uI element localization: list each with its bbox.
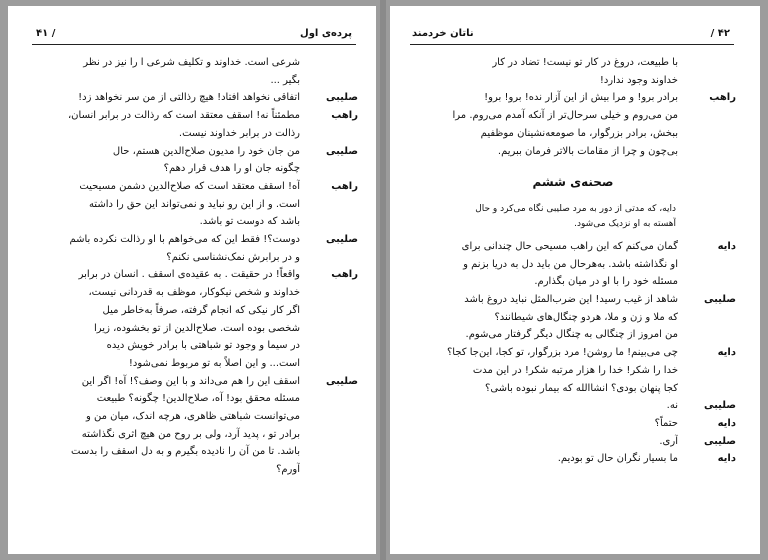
speaker-column (678, 54, 740, 89)
right-header-page-number: ۴۲ / (710, 28, 730, 39)
text-line: خداوند وجود ندارد! (599, 74, 678, 86)
dialogue-row (406, 291, 740, 344)
dialogue-text (30, 89, 300, 142)
speaker-name: صلیبی (325, 375, 358, 387)
stage-direction (406, 202, 740, 232)
dialogue-row (406, 397, 740, 415)
text-line: بگیر ... (270, 74, 300, 86)
speaker-name: صلیبی (703, 294, 736, 306)
dialogue-row (406, 89, 740, 160)
left-header-rule (32, 44, 356, 45)
dialogue-text (406, 89, 678, 160)
right-header-title: ناتان خردمند (412, 28, 474, 39)
speaker-name: راهب (331, 269, 358, 281)
dialogue-row (406, 415, 740, 433)
right-dialogue-bottom (406, 238, 740, 468)
text-line: ببخش، برادر بزرگوار، ما صومعه‌نشینان موظفیم (480, 127, 678, 139)
dialogue-text (30, 178, 300, 231)
stage-direction-line: دایه، که مدتی از دور به مرد صلیبی نگاه می‌کرد و حال (475, 203, 676, 214)
text-line: گمان می‌کنم که این راهب مسیحی حال چندانی برای (461, 240, 678, 252)
dialogue-text (406, 433, 678, 451)
stage-direction-line: آهسته به او نزدیک می‌شود. (574, 218, 676, 229)
speaker-column (300, 266, 362, 372)
text-line: مسئله محقق بود! آه، صلاح‌الدین! چگونه؟ طبیعت (96, 393, 300, 405)
dialogue-row (30, 143, 362, 178)
text-line: اتفاقی نخواهد افتاد! هیچ رذالتی از من سر نخواهد زد! (78, 92, 300, 104)
speaker-name: صلیبی (325, 145, 358, 157)
left-page-body (30, 54, 362, 479)
text-line: حتماً؟ (654, 417, 678, 429)
dialogue-row (30, 178, 362, 231)
dialogue-text (406, 238, 678, 291)
left-page (8, 6, 376, 554)
dialogue-row (30, 89, 362, 142)
text-line: ما بسیار نگران حال تو بودیم. (557, 453, 678, 465)
speaker-column (678, 344, 740, 397)
left-header-title: پرده‌ی اول (300, 28, 352, 39)
speaker-column (300, 89, 362, 142)
speaker-name: دایه (717, 240, 736, 252)
speaker-column (678, 450, 740, 468)
speaker-column (300, 178, 362, 231)
right-dialogue-top (406, 54, 740, 160)
speaker-column (678, 89, 740, 160)
dialogue-text (406, 415, 678, 433)
right-page-body (406, 54, 740, 468)
text-line: خداوند و شخص نیکوکار، موظف به قدردانی نیست، (88, 287, 300, 299)
text-line: چگونه جان او را هدف قرار دهم؟ (163, 163, 300, 175)
speaker-column (678, 238, 740, 291)
text-line: اگر کار نیکی که انجام گرفته، صرفاً به‌خاطر میل (102, 304, 300, 316)
text-line: دوست؟! فقط این که می‌خواهم با او رذالت نکرده باشم (69, 234, 300, 246)
text-line: می‌توانست شباهتی ظاهری، هرچه اندک، میان من و (86, 411, 300, 423)
dialogue-row (406, 344, 740, 397)
dialogue-row (30, 373, 362, 479)
text-line: آورم؟ (276, 464, 300, 476)
text-line: او نگذاشته باشد. به‌هرحال من باید دل به دریا بزنم و (463, 258, 678, 270)
speaker-name: صلیبی (325, 92, 358, 104)
text-line: اسقف این را هم می‌داند و با این وصف؟! آه! اگر این (81, 375, 300, 387)
dialogue-text (30, 143, 300, 178)
text-line: است... و این اصلاً به تو مربوط نمی‌شود! (128, 357, 300, 369)
speaker-column (678, 397, 740, 415)
dialogue-text (30, 373, 300, 479)
dialogue-text (406, 344, 678, 397)
text-line: که ملا و زن و ملا، هردو چنگال‌های شیطانند؟ (494, 311, 678, 323)
right-header-rule (410, 44, 734, 45)
speaker-name: دایه (717, 453, 736, 465)
text-line: من می‌روم و خیلی سرحال‌تر از آنکه آمدم می‌روم. مرا (452, 110, 678, 122)
dialogue-text (406, 54, 678, 89)
text-line: آری. (659, 435, 678, 447)
text-line: شخصی بوده است. صلاح‌الدین از تو بخشوده، زیرا (94, 322, 300, 334)
right-page (390, 6, 760, 554)
dialogue-row (30, 54, 362, 89)
text-line: در سیما و وجود تو شباهتی با برادر خویش دیده (106, 340, 300, 352)
speaker-column (678, 291, 740, 344)
text-line: بی‌چون و چرا از مقامات بالاتر فرمان ببریم. (497, 145, 678, 157)
speaker-name: دایه (717, 417, 736, 429)
text-line: باشد که دوست تو باشد. (199, 216, 300, 228)
dialogue-text (30, 231, 300, 266)
dialogue-row (406, 238, 740, 291)
text-line: شرعی است. خداوند و تکلیف شرعی ا را نیز در نظر (83, 57, 300, 68)
text-line: باشد. تا من آن را نادیده بگیرم و به دل اسقف را بدست (71, 446, 300, 458)
scene-title: صحنه‌ی ششم (532, 175, 614, 190)
text-line: است. و از این رو نباید و نمی‌تواند این حق را داشته (88, 198, 300, 210)
text-line: چی می‌بینم! ما روشن! مرد بزرگوار، تو کجا، این‌جا کجا؟ (447, 347, 678, 359)
text-line: مسئله خود را با او در میان بگذارم. (534, 276, 678, 288)
text-line: مطمئناً نه! اسقف معتقد است که رذالت در برابر انسان، (67, 110, 300, 122)
speaker-name: صلیبی (325, 234, 358, 246)
text-line: برادر برو! و مرا بیش از این آزار نده! برو! برو! (484, 92, 678, 104)
dialogue-row (406, 450, 740, 468)
left-header-page-number: / ۴۱ (36, 28, 56, 39)
text-line: من جان خود را مدیون صلاح‌الدین هستم، حال (112, 145, 300, 157)
speaker-column (300, 373, 362, 479)
text-line: شاهد از غیب رسید! این ضرب‌المثل نباید دروغ باشد (464, 294, 678, 306)
text-line: با طبیعت، دروغ در کار تو نیست! تضاد در کار (492, 57, 678, 68)
text-line: من امروز از چنگالی به چنگال دیگر گرفتار می‌شوم. (465, 329, 678, 341)
text-line: آه! اسقف معتقد است که صلاح‌الدین دشمن مسیحیت (79, 180, 300, 192)
dialogue-text (406, 397, 678, 415)
speaker-name: راهب (709, 92, 736, 104)
dialogue-text (30, 266, 300, 372)
dialogue-row (406, 433, 740, 451)
text-line: کجا پنهان بودی؟ انشاالله که بیمار نبوده باشی؟ (485, 382, 678, 394)
book-gutter (380, 0, 386, 560)
text-line: واقعاً! در حقیقت . به عقیده‌ی اسقف . انسان در برابر (78, 269, 300, 281)
speaker-name: راهب (331, 110, 358, 122)
dialogue-text (30, 54, 300, 89)
speaker-name: راهب (331, 180, 358, 192)
dialogue-row (30, 266, 362, 372)
text-line: رذالت در برابر خداوند نیست. (178, 127, 300, 139)
speaker-column (678, 415, 740, 433)
speaker-name: دایه (717, 347, 736, 359)
text-line: و در برابرش نمک‌نشناسی نکنم؟ (166, 251, 300, 263)
text-line: خدا را شکر! خدا را هزار مرتبه شکر! در این مدت (472, 364, 678, 376)
text-line: برادر تو ، پدید آرد، ولی بر روح من هیچ اثری نگذاشته (81, 428, 300, 440)
text-line: نه. (666, 400, 678, 412)
speaker-name: صلیبی (703, 435, 736, 447)
speaker-column (300, 143, 362, 178)
speaker-column (300, 54, 362, 89)
dialogue-row (406, 54, 740, 89)
speaker-name: صلیبی (703, 400, 736, 412)
speaker-column (300, 231, 362, 266)
dialogue-text (406, 291, 678, 344)
dialogue-text (406, 450, 678, 468)
dialogue-row (30, 231, 362, 266)
speaker-column (678, 433, 740, 451)
